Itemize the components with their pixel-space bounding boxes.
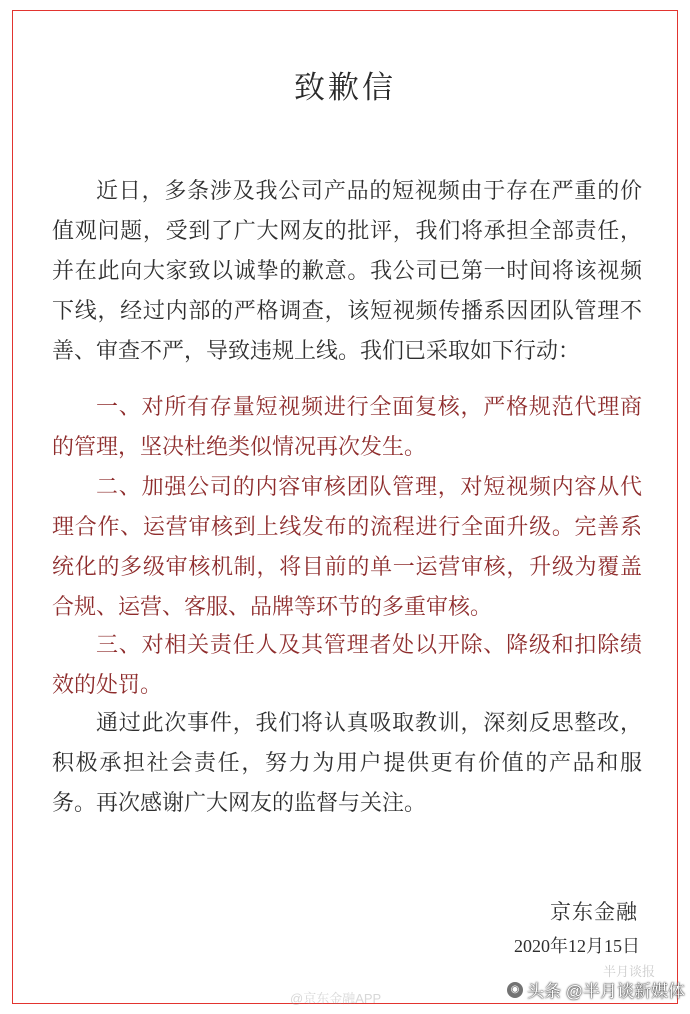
letter-title: 致歉信 [294,70,396,106]
measure-item-1: 一、对所有存量短视频进行全面复核，严格规范代理商的管理，坚决杜绝类似情况再次发生。 [52,395,642,460]
camera-icon: ◉ [507,982,523,998]
toutiao-watermark [507,977,685,1002]
signature-organization: 京东金融 [550,900,638,924]
newspaper-watermark: 半月谈报 [603,964,656,979]
signature-date: 2020年12月15日 [514,936,640,956]
measure-item-3: 三、对相关责任人及其管理者处以开除、降级和扣除绩效的处罚。 [52,633,642,698]
measure-item-2: 二、加强公司的内容审核团队管理，对短视频内容从代理合作、运营审核到上线发布的流程进行全面升级。完善系统化的多级审核机制，将目前的单一运营审核，升级为覆盖合规、运营、客服、品牌等环节的多重审核。 [52,475,642,620]
weibo-watermark: @京东金融APP [290,991,382,1006]
toutiao-watermark-text: 头条 @半月谈新媒体 [527,982,685,1001]
closing-paragraph: 通过此次事件，我们将认真吸取教训，深刻反思整改，积极承担社会责任，努力为用户提供更有价值的产品和服务。再次感谢广大网友的监督与关注。 [52,711,642,816]
opening-paragraph: 近日，多条涉及我公司产品的短视频由于存在严重的价值观问题，受到了广大网友的批评，我们将承担全部责任，并在此向大家致以诚挚的歉意。我公司已第一时间将该视频下线，经过内部的严格调查，该短视频传播系因团队管理不善、审查不严，导致违规上线。我们已采取如下行动： [52,179,642,364]
